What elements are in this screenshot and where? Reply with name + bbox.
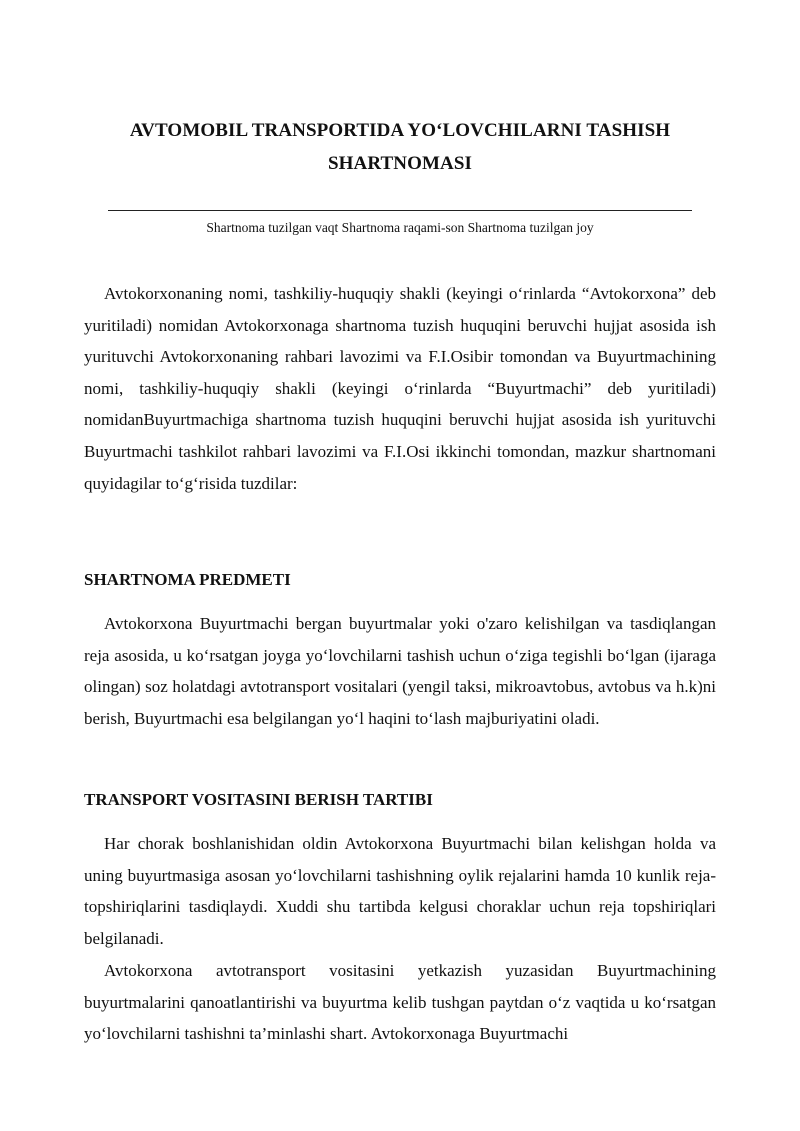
section-heading-transport-order: TRANSPORT VOSITASINI BERISH TARTIBI bbox=[84, 790, 433, 809]
section-heading-subject: SHARTNOMA PREDMETI bbox=[84, 570, 291, 589]
document-title: AVTOMOBIL TRANSPORTIDA YO‘LOVCHILARNI TASHISH SHARTNOMASI bbox=[129, 120, 671, 174]
title-divider bbox=[108, 210, 692, 211]
intro-paragraph: Avtokorxonaning nomi, tashkiliy-huquqiy shakli (keyingi o‘rinlarda “Avtokorxona” deb yuritiladi) nomidan Avtokorxonaga shartnoma tuzish huquqini beruvchi hujjat asosida ish yurituvchi Avtokorxonaning rahbari lavozimi va F.I.Osibir tomondan va Buyurtmachining nomi, tashkiliy-huquqiy shakli (keyingi o‘rinlarda “Buyurtmachi” deb yuritiladi) nomidanBuyurtmachiga shartnoma tuzish huquqini beruvchi hujjat asosida ish yurituvchi Buyurtmachi tashkilot rahbari lavozimi va F.I.Osi ikkinchi tomondan, mazkur shartnomani quyidagilar to‘g‘risida tuzdilar: bbox=[84, 284, 716, 493]
transport-order-paragraph-2: Avtokorxona avtotransport vositasini yetkazish yuzasidan Buyurtmachining buyurtmalarini qanoatlantirishi va buyurtma kelib tushgan paytdan o‘z vaqtida u ko‘rsatgan yo‘lovchilarni tashishni ta’minlashi shart. Avtokorxonaga Buyurtmachi bbox=[84, 961, 716, 1044]
document-subtitle: Shartnoma tuzilgan vaqt Shartnoma raqami-son Shartnoma tuzilgan joy bbox=[206, 220, 594, 235]
transport-order-paragraph-1: Har chorak boshlanishidan oldin Avtokorxona Buyurtmachi bilan kelishgan holda va uning buyurtmasiga asosan yo‘lovchilarni tashishning oylik rejalarini hamda 10 kunlik reja-topshiriqlarini tasdiqlaydi. Xuddi shu tartibda kelgusi choraklar uchun reja topshiriqlari belgilanadi. bbox=[84, 834, 716, 948]
subject-paragraph: Avtokorxona Buyurtmachi bergan buyurtmalar yoki o'zaro kelishilgan va tasdiqlangan reja asosida, u ko‘rsatgan joyga yo‘lovchilarni tashish uchun o‘ziga tegishli bo‘lgan (ijaraga olingan) soz holatdagi avtotransport vositalari (yengil taksi, mikroavtobus, avtobus va h.k)ni berish, Buyurtmachi esa belgilangan yo‘l haqini to‘lash majburiyatini oladi. bbox=[84, 614, 716, 728]
